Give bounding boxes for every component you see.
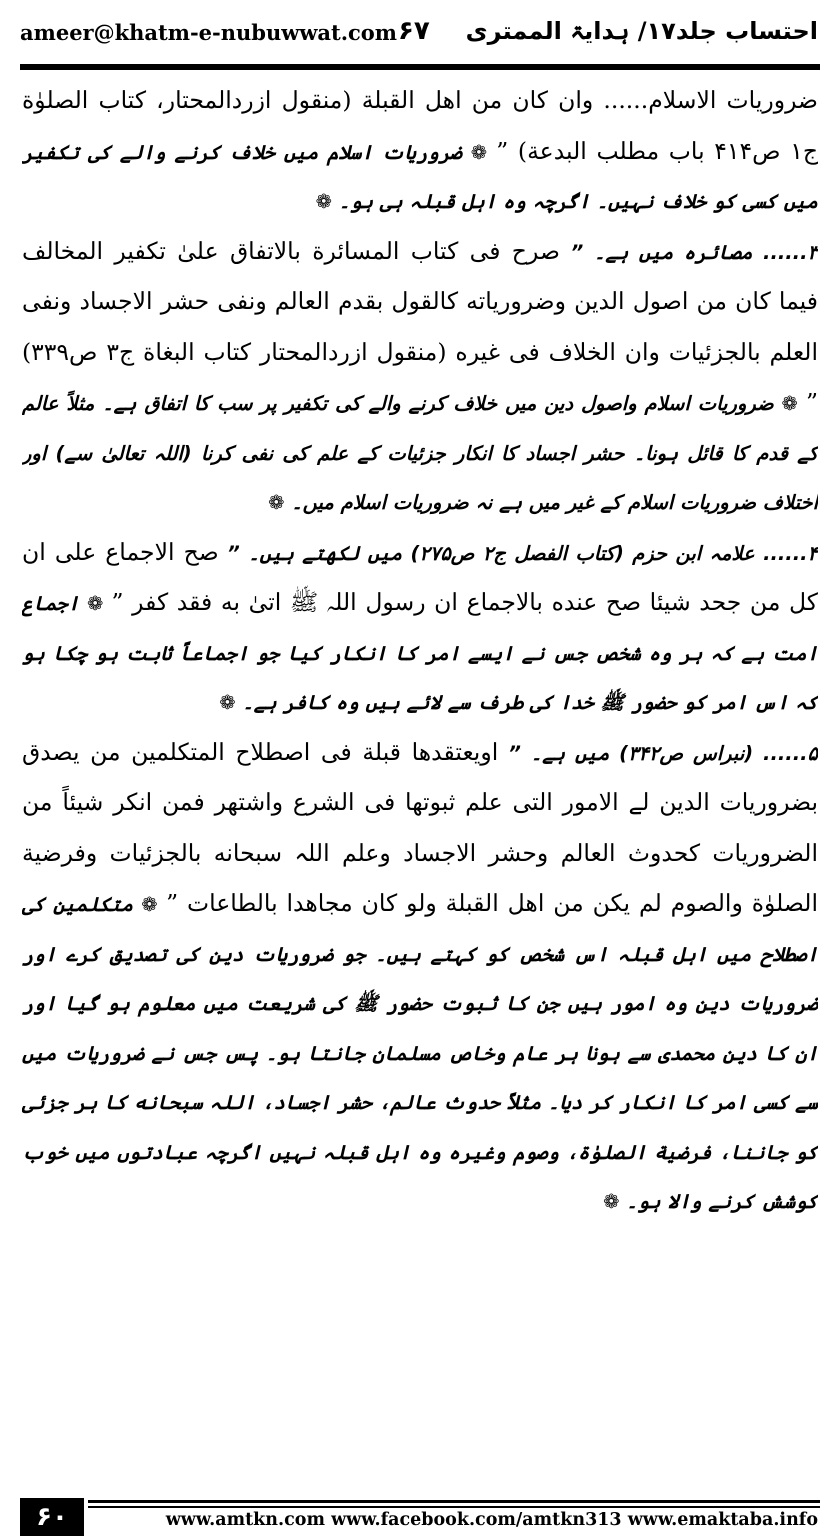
arabic-text: صح الاجماع علی ان کل من جحد شیئا صح عنده بالاجماع ان رسول اللہ ﷺ اتیٰ به فقد کفر ”: [22, 537, 818, 616]
header-email: ameer@khatm-e-nubuwwat.com: [20, 20, 398, 45]
urdu-text: ❁ اجماع امت ہے کہ ہر وہ شخص جس نے ایسے امر کا انکار کیا جو اجماعاً ثابت ہو چکا ہو کہ اس امر کو حضور ﷺ خدا کی طرف سے لائے ہیں وہ کافر ہے۔ ❁: [22, 592, 818, 714]
footer-links: www.amtkn.com www.facebook.com/amtkn313 www.emaktaba.info: [165, 1510, 818, 1530]
urdu-text: ۵...... (نبراس ص۳۴۲) میں ہے۔ ”: [508, 741, 818, 765]
arabic-text: اویعتقدها قبلة فی اصطلاح المتکلمین من یصدق بضروریات الدین لے الامور التی علم ثبوتها فی الشرع واشتهر فمن انکر شیئاً من الضروریات کحدوث العالم وحشر الاجساد وعلم اللہ سبحانه بالجزئیات وفرضیة الصلوٰة والصوم لم یکن من اهل القبلة ولو کان مجاهدا بالطاعات ”: [22, 737, 818, 917]
footer-divider-thin: [88, 1506, 820, 1508]
paragraph: [22, 227, 818, 528]
footer-page-number: ۶۰: [20, 1498, 84, 1536]
header-page-ref: ۶۷: [398, 16, 430, 46]
header-divider: [20, 64, 820, 70]
paragraph: [22, 528, 818, 728]
urdu-text: ❁ ضروریات اسلام واصول دین میں خلاف کرنے والے کی تکفیر پر سب کا اتفاق ہے۔ مثلاً عالم کے قدم کا قائل ہونا۔ حشر اجساد کا انکار جزئیات کے علم کی نفی کرنا (اللہ تعالیٰ سے) اور اختلاف ضروریات اسلام کے غیر میں ہے نہ ضروریات اسلام میں۔ ❁: [22, 392, 818, 514]
urdu-text: ❁ متکلمین کی اصطلاح میں اہل قبلہ اس شخص کو کہتے ہیں۔ جو ضروریات دین کی تصدیق کرے اور ضروریات دین وہ امور ہیں جن کا ثبوت حضور ﷺ کی شریعت میں معلوم ہو گیا اور ان کا دین محمدی سے ہونا ہر عام وخاص مسلمان جانتا ہو۔ پس جس نے ضروریات میں سے کسی امر کا انکار کر دیا۔ مثلاً حدوث عالم، حشر اجساد، اللہ سبحانه کا ہر جزئی کو جاننا، فرضیة الصلوٰة، وصوم وغیرہ وہ اہل قبلہ نہیں اگرچہ عبادتوں میں خوب کوشش کرنے والا ہو۔ ❁: [22, 893, 818, 1213]
paragraph: [22, 76, 818, 227]
paragraph: [22, 728, 818, 1227]
footer-divider: [88, 1500, 820, 1503]
urdu-text: ۳...... مصائرہ میں ہے۔ ”: [570, 240, 818, 264]
arabic-text: ضروریات الاسلام...... وان کان من اهل القبلة (منقول ازردالمحتار، کتاب الصلوٰة ج۱ ص۴۱۴ باب مطلب البدعة) ”: [22, 86, 818, 165]
page-footer: [0, 1494, 840, 1540]
header-title: احتساب جلد۱۷/ ہدایۃ الممتری: [465, 17, 818, 45]
urdu-text: ❁ ضروریات اسلام میں خلاف کرنے والے کی تکفیر میں کسی کو خلاف نہیں۔ اگرچہ وہ اہل قبلہ ہی ہو۔ ❁: [22, 140, 818, 213]
page-header: [0, 0, 840, 64]
document-body: [22, 76, 818, 1486]
arabic-text: صرح فی کتاب المسائرة بالاتفاق علیٰ تکفیر المخالف فیما کان من اصول الدین وضروریاته کالقول بقدم العالم ونفی حشر الاجساد ونفی العلم بالجزئیات وان الخلاف فی غیره (منقول ازردالمحتار کتاب البغاة ج۳ ص۳۳۹) ”: [22, 236, 818, 416]
urdu-text: ۴...... علامہ ابن حزم (کتاب الفصل ج۲ ص۲۷۵) میں لکھتے ہیں۔ ”: [227, 541, 818, 565]
